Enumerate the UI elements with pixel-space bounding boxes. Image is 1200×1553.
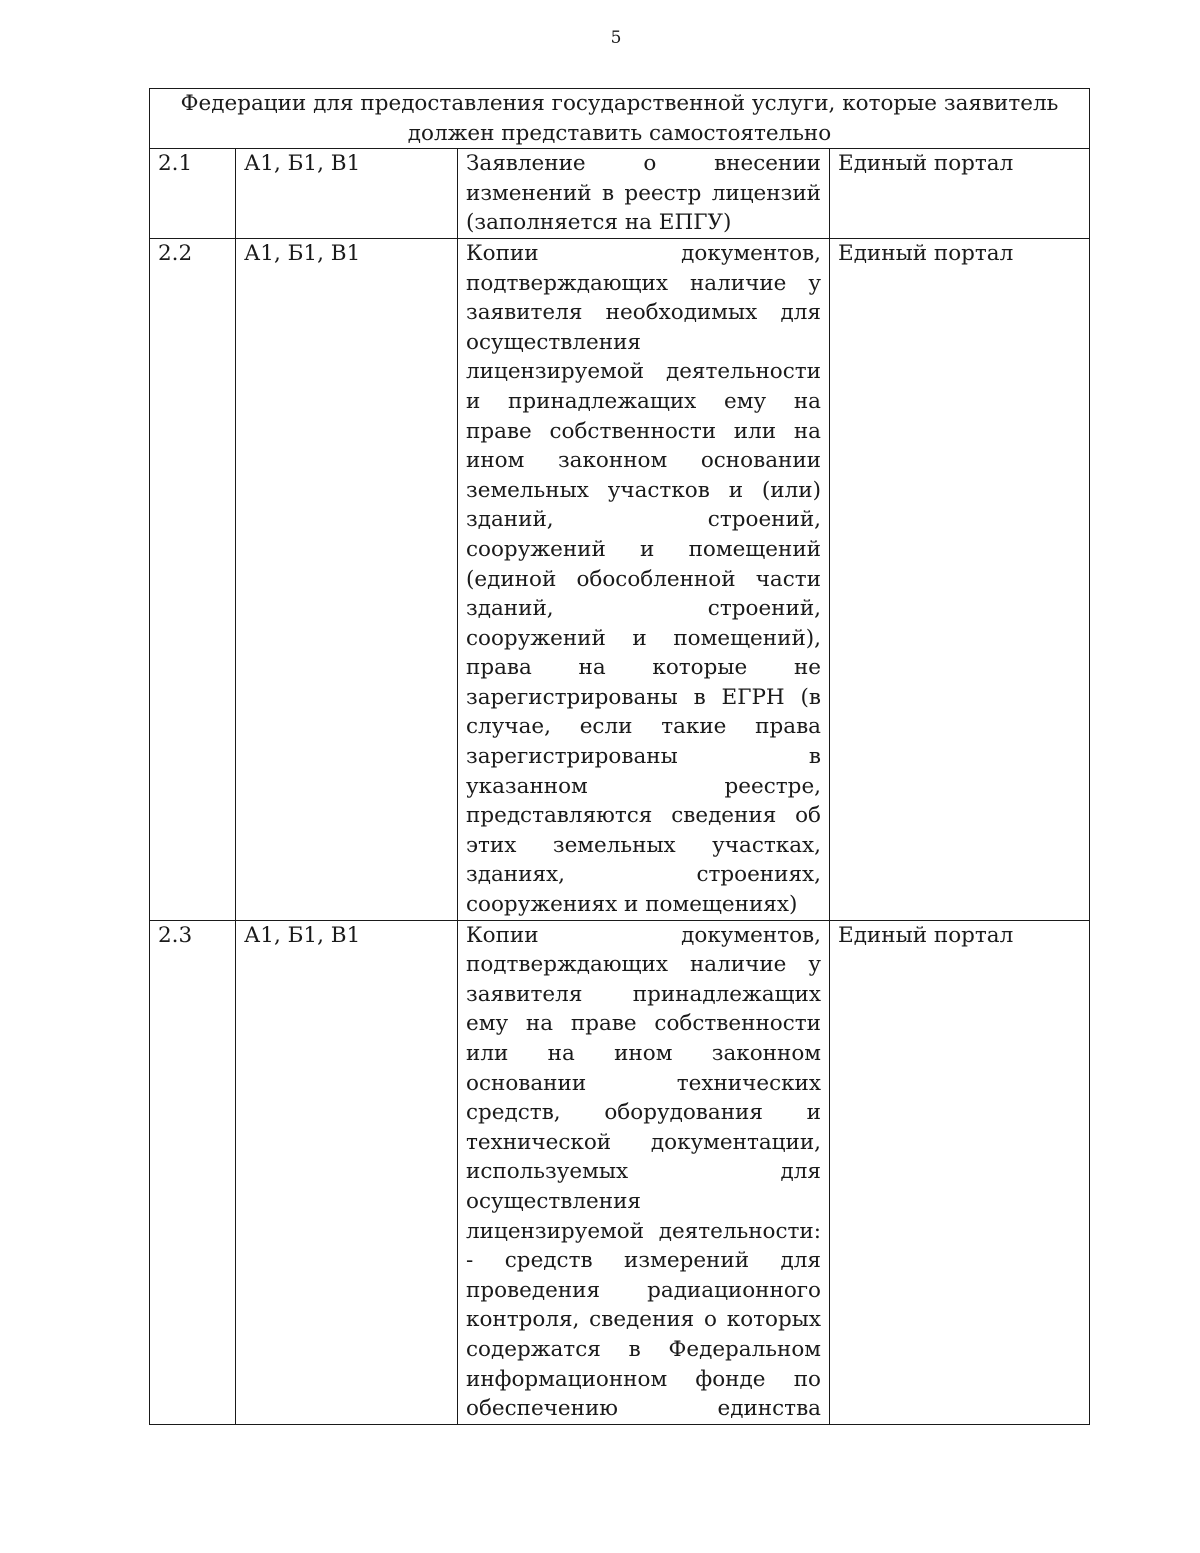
text-line: или на ином законном — [466, 1041, 821, 1066]
row-number: 2.1 — [150, 149, 236, 239]
text-line: подтверждающих наличие у — [466, 270, 821, 296]
text-line: Копии документов, — [466, 240, 821, 266]
text-line: лицензируемой деятельности — [466, 359, 821, 385]
text-line: осуществления — [466, 329, 641, 355]
table-header-row — [150, 89, 1090, 149]
table-header-cell — [150, 89, 1090, 149]
text-line: изменений в реестр лицензий — [466, 180, 821, 206]
text-line: содержатся в Федеральном — [466, 1336, 821, 1362]
row-number: 2.3 — [150, 920, 236, 1424]
text-line: Копии документов, — [466, 922, 821, 948]
text-line: лицензируемой деятельности: — [466, 1218, 821, 1244]
text-line: сооружениях и помещениях) — [466, 892, 798, 918]
table-row — [150, 920, 1090, 1424]
text-line: ином законном основании — [466, 448, 821, 474]
text-line: осуществления — [466, 1188, 641, 1214]
text-line: заявителя принадлежащих — [466, 981, 821, 1007]
text-line: сооружений и помещений — [466, 536, 821, 562]
text-line: и принадлежащих ему на — [466, 388, 821, 414]
text-line: Заявление о внесении — [466, 151, 821, 177]
text-line: зданиях, строениях, — [466, 862, 821, 888]
row-source: Единый портал — [830, 920, 1090, 1424]
text-line: - средств измерений для — [466, 1248, 821, 1274]
text-line: праве собственности или на — [466, 418, 821, 444]
text-line: информационном фонде по — [466, 1366, 821, 1392]
text-line: этих земельных участках, — [466, 832, 821, 858]
row-forms: А1, Б1, В1 — [236, 238, 458, 920]
text-line: права на которые не — [466, 655, 821, 681]
text-line: случае, если такие права — [466, 714, 821, 740]
text-line: ему на праве собственности — [466, 1011, 821, 1037]
text-line: сооружений и помещений), — [466, 625, 821, 651]
text-line: используемых для — [466, 1159, 821, 1185]
text-line: проведения радиационного — [466, 1277, 821, 1303]
text-line: обеспечению единства — [466, 1396, 821, 1422]
row-document-description — [458, 238, 830, 920]
text-line: зарегистрированы в — [466, 744, 821, 770]
header-line: должен представить самостоятельно — [407, 120, 832, 146]
row-forms: А1, Б1, В1 — [236, 920, 458, 1424]
text-line: технической документации, — [466, 1129, 821, 1155]
table-row — [150, 238, 1090, 920]
table-row — [150, 149, 1090, 239]
text-line: контроля, сведения о которых — [466, 1307, 821, 1333]
text-line: земельных участков и (или) — [466, 477, 821, 503]
text-line: основании технических — [466, 1070, 821, 1096]
page-number: 5 — [610, 28, 622, 48]
text-line: представляются сведения об — [466, 803, 821, 829]
row-source: Единый портал — [830, 149, 1090, 239]
row-source: Единый портал — [830, 238, 1090, 920]
text-line: (единой обособленной части — [466, 566, 821, 592]
text-line: средств, оборудования и — [466, 1100, 821, 1126]
text-line: подтверждающих наличие у — [466, 952, 821, 978]
text-line: зданий, строений, — [466, 596, 821, 622]
text-line: (заполняется на ЕПГУ) — [466, 210, 732, 236]
row-document-description — [458, 149, 830, 239]
text-line: зданий, строений, — [466, 507, 821, 533]
row-number: 2.2 — [150, 238, 236, 920]
header-line: Федерации для предоставления государственной услуги, которые заявитель — [180, 91, 1059, 116]
row-document-description — [458, 920, 830, 1424]
text-line: зарегистрированы в ЕГРН (в — [466, 684, 821, 710]
text-line: указанном реестре, — [466, 773, 821, 799]
text-line: заявителя необходимых для — [466, 300, 821, 326]
row-forms: А1, Б1, В1 — [236, 149, 458, 239]
requirements-table — [149, 88, 1090, 1425]
